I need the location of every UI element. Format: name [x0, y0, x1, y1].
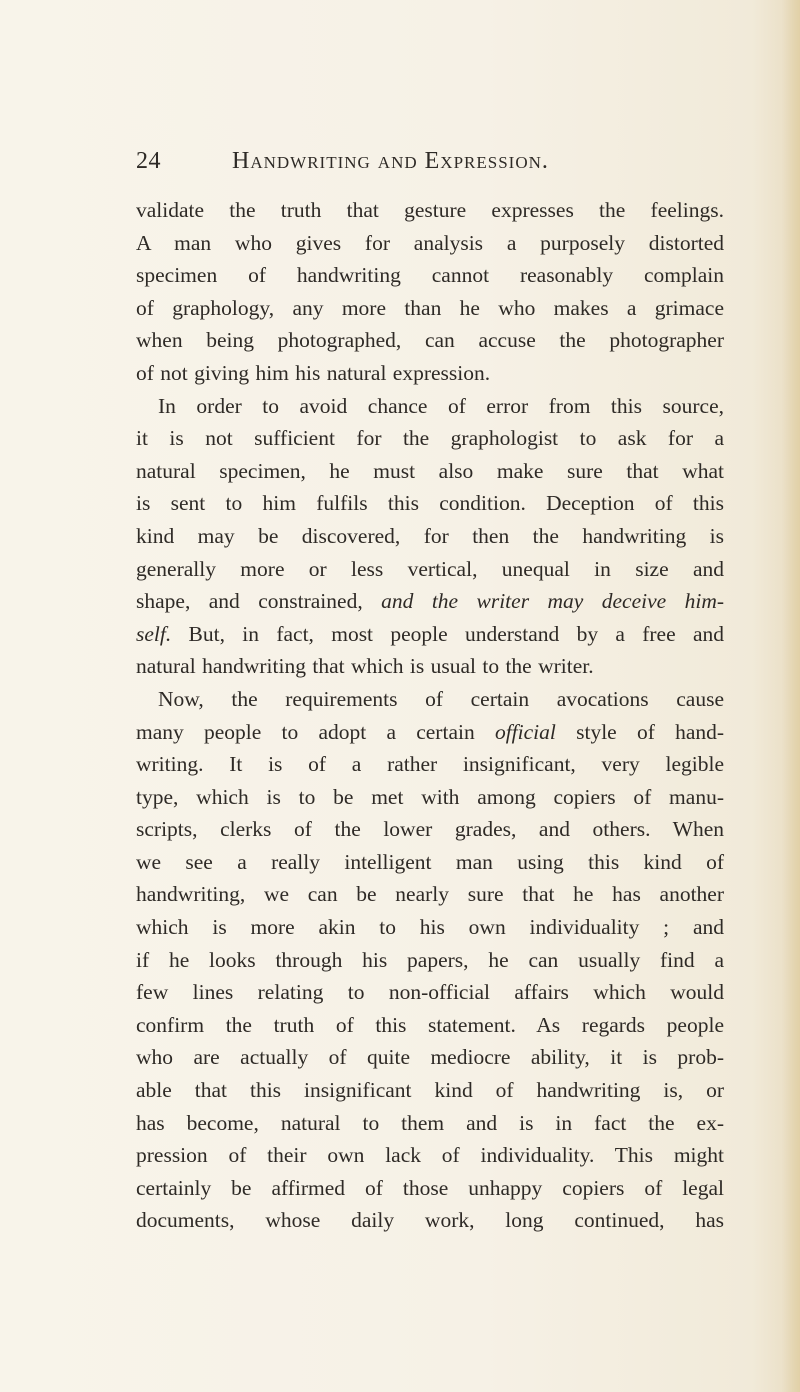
text-line: A man who gives for analysis a purposely distorted — [136, 230, 724, 255]
text-line-mixed — [136, 618, 724, 651]
text-line: confirm the truth of this statement. As regards people — [136, 1012, 724, 1037]
body-text — [136, 194, 724, 1237]
text-line: pression of their own lack of individuality. This might — [136, 1143, 724, 1168]
page-edge-shading — [782, 0, 800, 1392]
text-line: of not giving him his natural expression. — [136, 360, 491, 385]
paragraph-start: In order to avoid chance of error from this source, — [158, 393, 724, 418]
italic-span: and the writer may deceive him- — [381, 589, 725, 614]
text-line: natural specimen, he must also make sure that what — [136, 458, 724, 483]
text-line: which is more akin to his own individuality ; and — [136, 915, 724, 940]
text-line-mixed — [136, 716, 724, 749]
text-span: style of hand- — [576, 719, 725, 744]
text-line-mixed — [136, 585, 724, 618]
text-line: specimen of handwriting cannot reasonably complain — [136, 263, 724, 288]
text-line: kind may be discovered, for then the handwriting is — [136, 523, 724, 548]
text-span: But, in fact, most people understand by a free and — [188, 621, 724, 646]
running-title: Handwriting and Expression. — [232, 148, 549, 174]
text-span: many people to adopt a certain — [136, 719, 475, 744]
text-line: handwriting, we can be nearly sure that he has another — [136, 882, 724, 907]
page-number: 24 — [136, 148, 161, 174]
text-line: of graphology, any more than he who makes a grimace — [136, 295, 724, 320]
text-line: able that this insignificant kind of handwriting is, or — [136, 1078, 724, 1103]
paragraph-start: Now, the requirements of certain avocations cause — [158, 686, 724, 711]
text-line: certainly be affirmed of those unhappy copiers of legal — [136, 1175, 724, 1200]
running-head — [136, 146, 696, 176]
text-line: who are actually of quite mediocre ability, it is prob- — [136, 1045, 724, 1070]
italic-span: official — [494, 719, 556, 744]
text-line: writing. It is of a rather insignificant, very legible — [136, 752, 724, 777]
text-line: type, which is to be met with among copiers of manu- — [136, 784, 724, 809]
text-line: when being photographed, can accuse the photographer — [136, 328, 724, 353]
text-line: scripts, clerks of the lower grades, and others. When — [136, 817, 724, 842]
text-span: shape, and constrained, — [136, 589, 363, 614]
text-line: has become, natural to them and is in fact the ex- — [136, 1110, 724, 1135]
text-line: it is not sufficient for the graphologist to ask for a — [136, 426, 724, 451]
text-line: validate the truth that gesture expresses the feelings. — [136, 198, 724, 222]
text-line: generally more or less vertical, unequal in size and — [136, 556, 724, 581]
text-line: is sent to him fulfils this condition. Deception of this — [136, 491, 724, 516]
text-line: if he looks through his papers, he can usually find a — [136, 947, 724, 972]
text-line: few lines relating to non-official affairs which would — [136, 980, 724, 1005]
text-line: we see a really intelligent man using this kind of — [136, 849, 724, 874]
text-line: natural handwriting that which is usual to the writer. — [136, 654, 594, 679]
italic-span: self. — [136, 621, 172, 646]
text-line: documents, whose daily work, long continued, has — [136, 1208, 724, 1233]
